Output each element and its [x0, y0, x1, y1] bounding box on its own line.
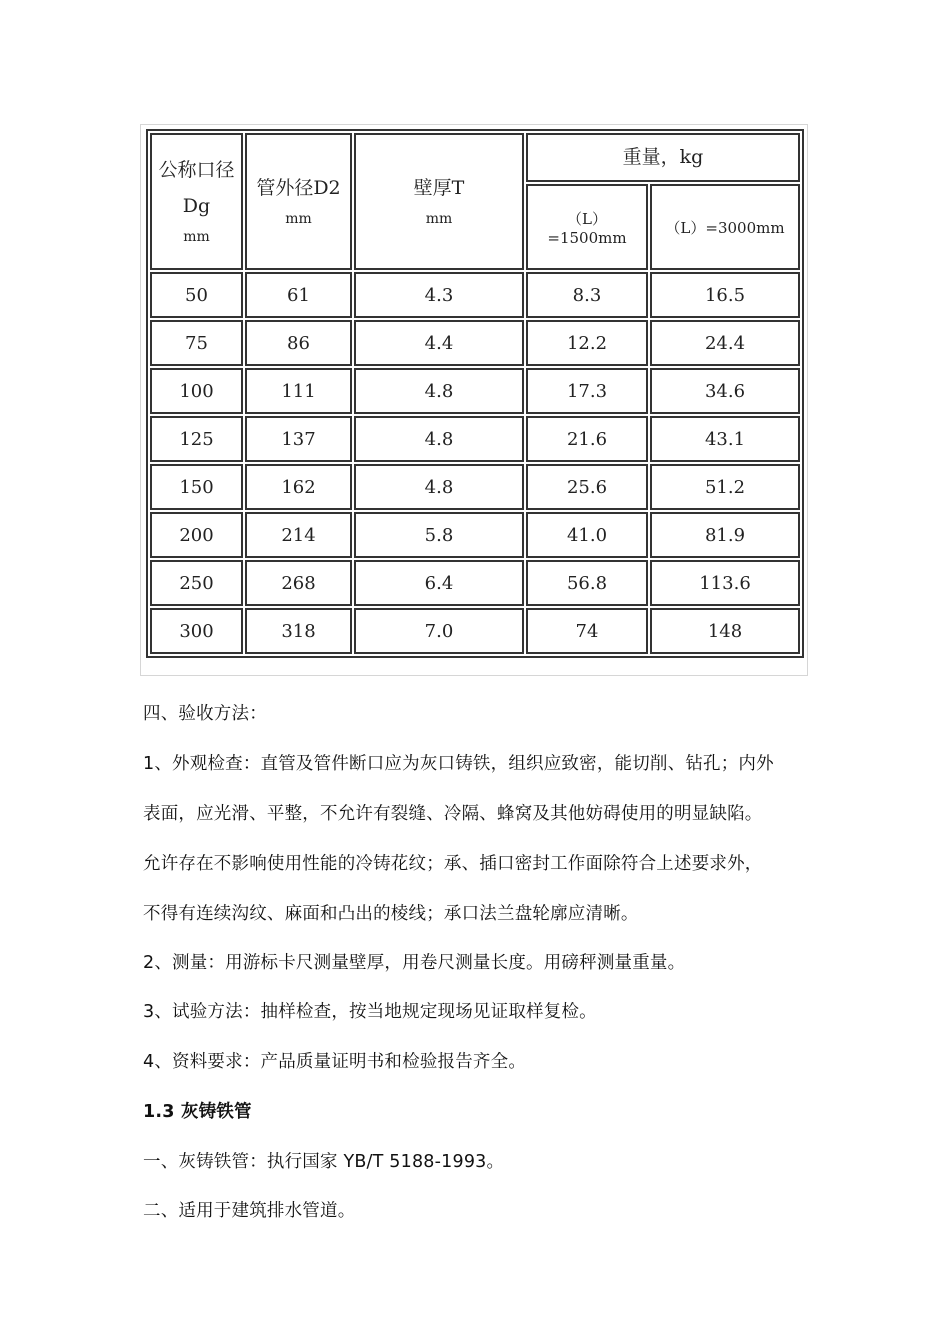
header-weight-3000: （L）=3000mm [650, 184, 800, 270]
header-wall-thickness: 壁厚T mm [354, 133, 524, 270]
table-row: 100 111 4.8 17.3 34.6 [150, 368, 800, 414]
table-row: 250 268 6.4 56.8 113.6 [150, 560, 800, 606]
header-weight: 重量，kg [526, 133, 800, 182]
paragraph-appearance-2: 表面，应光滑、平整，不允许有裂缝、冷隔、蜂窝及其他妨碍使用的明显缺陷。 [143, 804, 763, 824]
section-heading-acceptance: 四、验收方法： [143, 704, 267, 724]
table-row: 50 61 4.3 8.3 16.5 [150, 272, 800, 318]
table-row: 200 214 5.8 41.0 81.9 [150, 512, 800, 558]
table-row: 150 162 4.8 25.6 51.2 [150, 464, 800, 510]
header-nominal-diameter: 公称口径 Dg mm [150, 133, 243, 270]
paragraph-appearance-3: 允许存在不影响使用性能的冷铸花纹；承、插口密封工作面除符合上述要求外， [143, 854, 763, 874]
section-heading-grey-cast-iron: 1.3 灰铸铁管 [143, 1102, 252, 1122]
paragraph-appearance-1: 1、外观检查：直管及管件断口应为灰口铸铁，组织应致密，能切削、钻孔；内外 [143, 754, 774, 774]
header-outer-diameter: 管外径D2 mm [245, 133, 352, 270]
table-row: 75 86 4.4 12.2 24.4 [150, 320, 800, 366]
spec-table-image [140, 124, 808, 676]
table-row: 125 137 4.8 21.6 43.1 [150, 416, 800, 462]
table-row: 300 318 7.0 74 148 [150, 608, 800, 654]
paragraph-appearance-4: 不得有连续沟纹、麻面和凸出的棱线；承口法兰盘轮廓应清晰。 [143, 904, 639, 924]
paragraph-standard: 一、灰铸铁管：执行国家 YB/T 5188-1993。 [143, 1152, 505, 1172]
header-weight-1500: （L）=1500mm [526, 184, 648, 270]
paragraph-test-method: 3、试验方法：抽样检查，按当地规定现场见证取样复检。 [143, 1002, 597, 1022]
paragraph-application: 二、适用于建筑排水管道。 [143, 1201, 356, 1221]
paragraph-measurement: 2、测量：用游标卡尺测量壁厚，用卷尺测量长度。用磅秤测量重量。 [143, 953, 686, 973]
paragraph-documents: 4、资料要求：产品质量证明书和检验报告齐全。 [143, 1052, 527, 1072]
pipe-spec-table [146, 129, 804, 658]
table-header-row [150, 133, 800, 182]
